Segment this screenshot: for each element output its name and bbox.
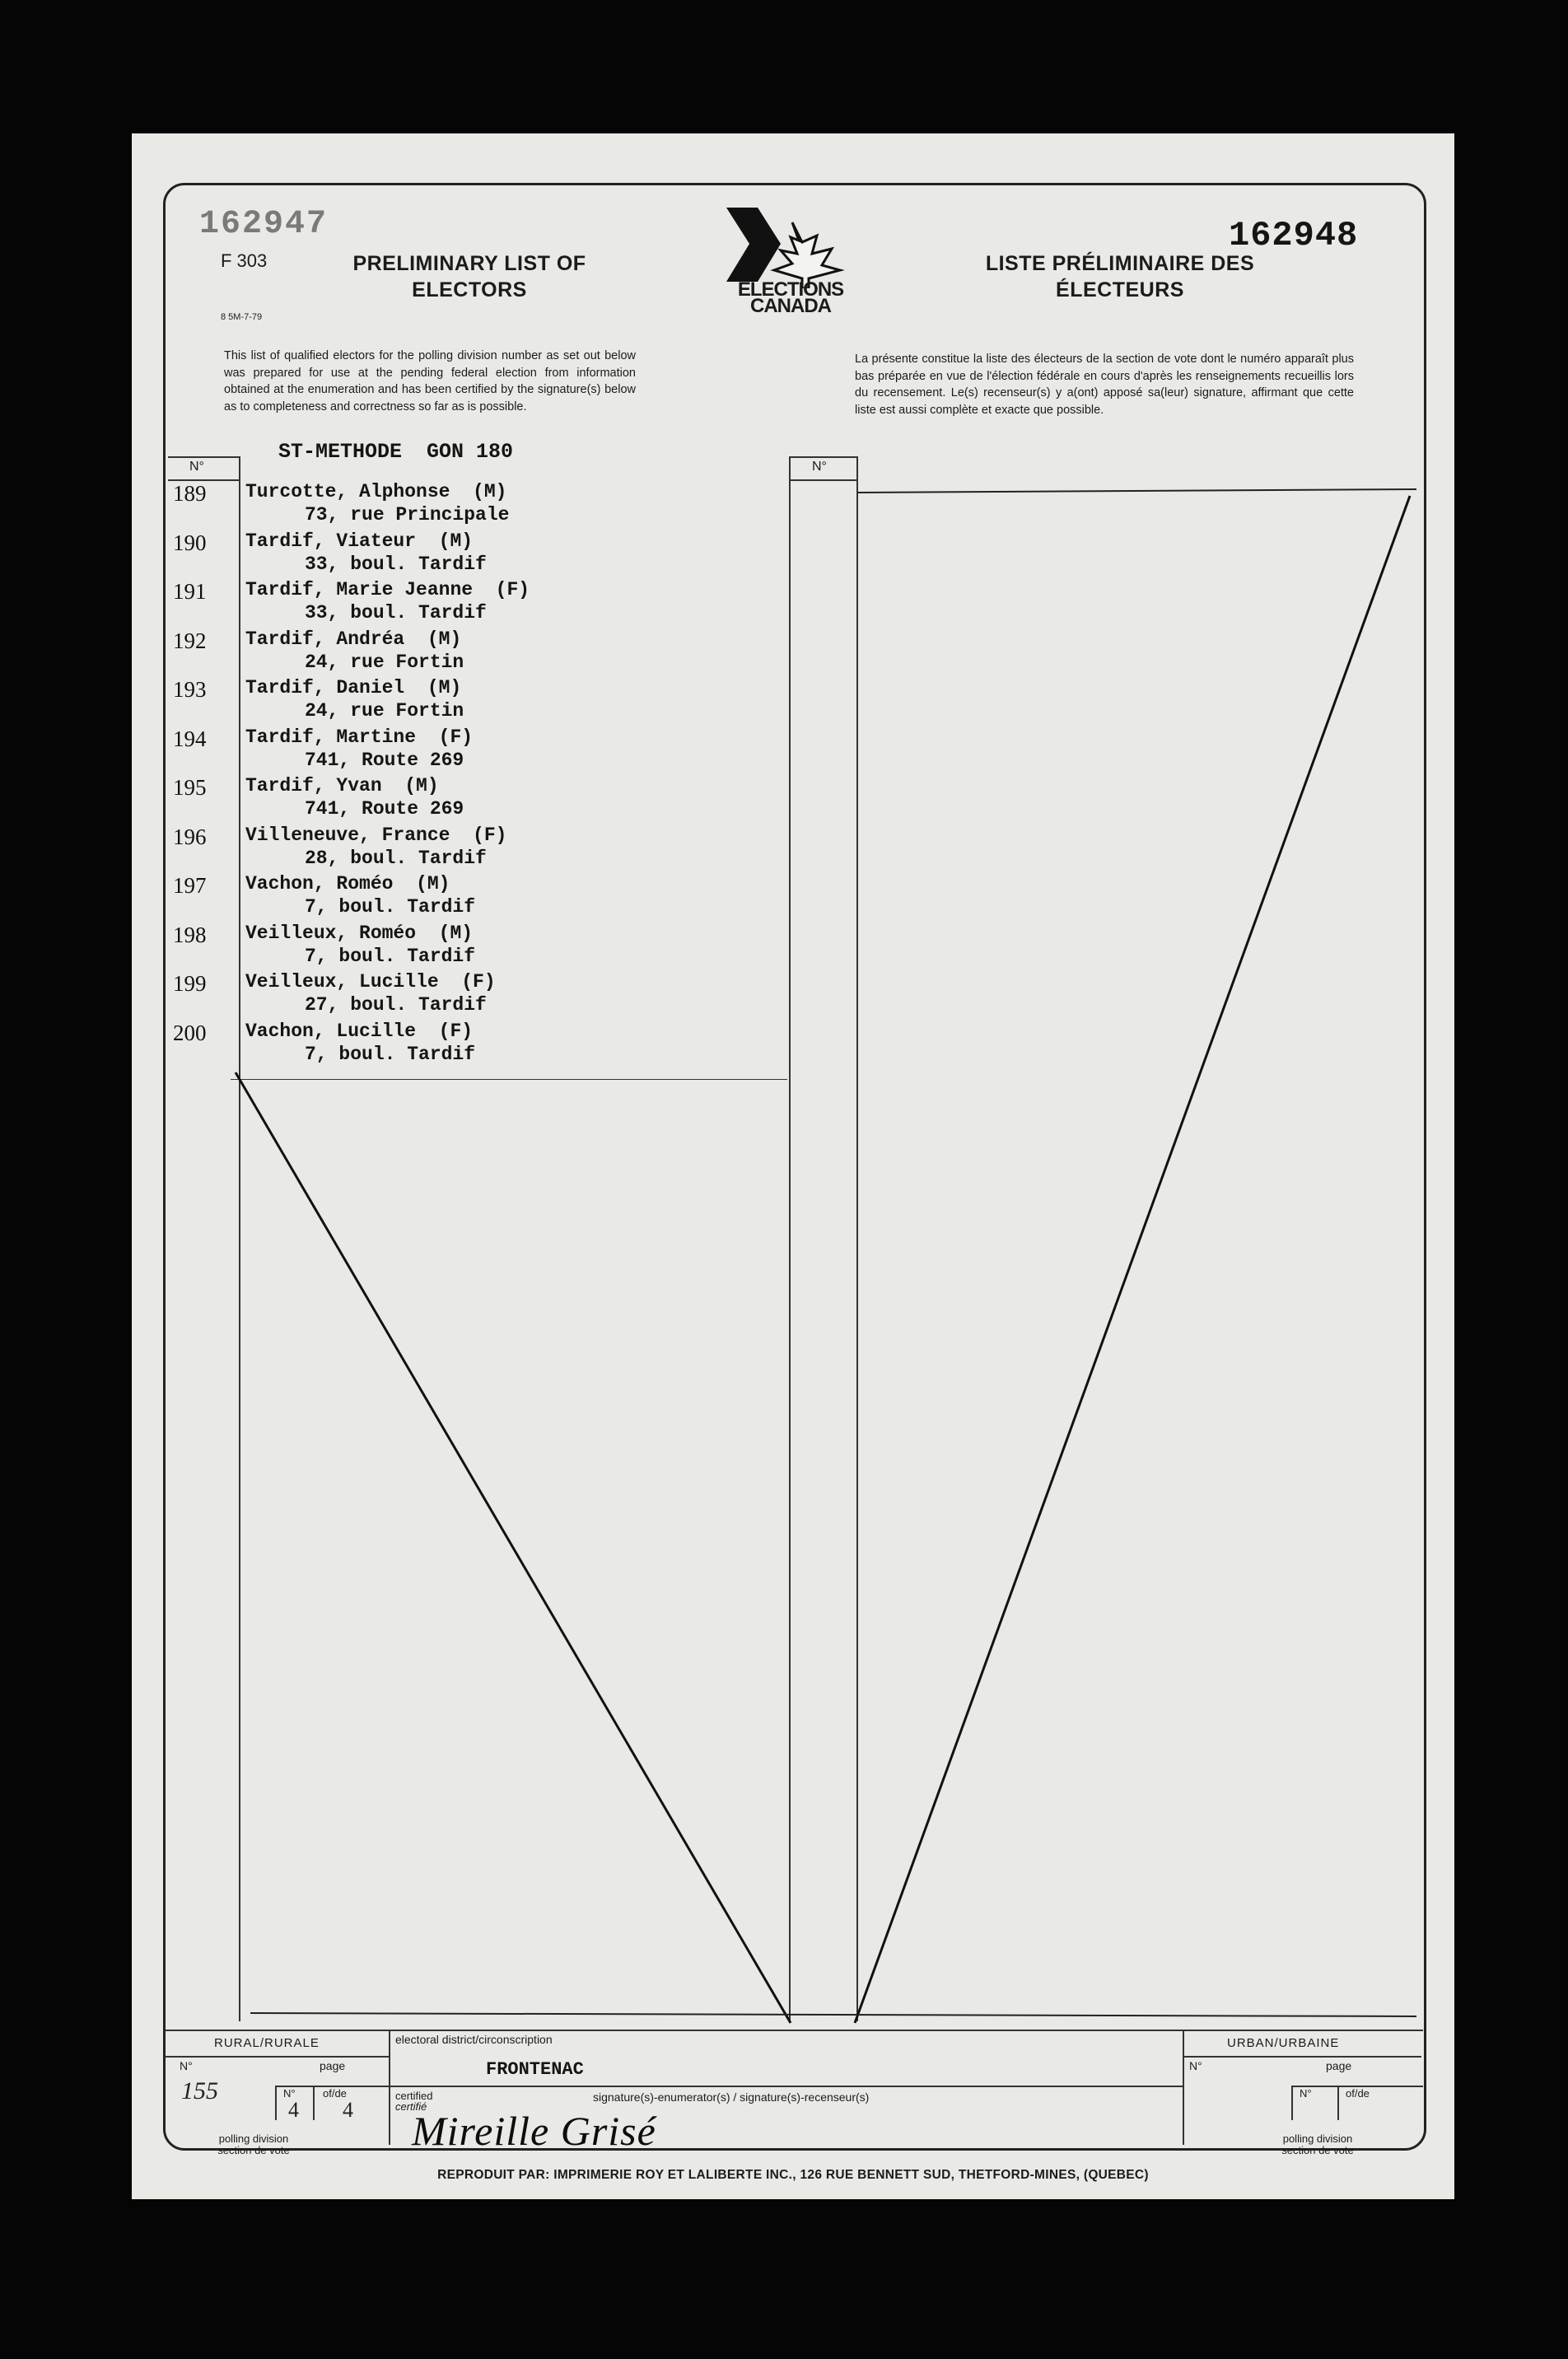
elector-address: 24, rue Fortin <box>305 700 464 722</box>
cancel-line-right <box>855 496 1410 2023</box>
footer-divider-right <box>1183 2030 1184 2145</box>
polling-division-label <box>171 2133 336 2156</box>
title-english-line-1: PRELIMINARY LIST OF <box>352 252 586 275</box>
elector-number: 196 <box>173 824 207 849</box>
intro-text-english: This list of qualified electors for the polling division number as set out below was prepared for use at the pending federal election from information obtained at the enumeration and has been certified by the signature(s) below as to completeness and correctness so far as is possible. <box>224 349 636 413</box>
title-french-line-2: ÉLECTEURS <box>1056 278 1184 301</box>
elector-number: 199 <box>173 971 207 996</box>
elector-name: Tardif, Yvan (M) <box>245 775 439 796</box>
column-header-no-right: N° <box>812 460 827 474</box>
rural-page-label: page <box>320 2059 346 2072</box>
footer-divider-left <box>389 2030 390 2145</box>
elector-number: 195 <box>173 775 207 800</box>
certified-label-fr: certifié <box>395 2100 427 2113</box>
elector-address: 741, Route 269 <box>305 749 464 771</box>
elector-name: Veilleux, Roméo (M) <box>245 922 474 944</box>
elector-number: 191 <box>173 579 207 604</box>
elector-name: Veilleux, Lucille (F) <box>245 971 496 993</box>
printer-line: REPRODUIT PAR: IMPRIMERIE ROY ET LALIBERTE INC., 126 RUE BENNETT SUD, THETFORD-MINES, (QUEBEC) <box>437 2168 1149 2182</box>
urban-page-box-divider <box>1337 2086 1339 2120</box>
cancel-line-left <box>236 1072 791 2023</box>
urban-no-label: N° <box>1189 2059 1202 2072</box>
elector-address: 33, boul. Tardif <box>305 553 487 575</box>
urban-label: URBAN/URBAINE <box>1227 2036 1340 2050</box>
stamp-number-top: 162947 <box>199 206 329 243</box>
title-french-line-1: LISTE PRÉLIMINAIRE DES <box>985 252 1255 275</box>
elector-address: 73, rue Principale <box>305 504 510 526</box>
elector-number: 190 <box>173 530 207 555</box>
urban-polling-division-label-en: polling division <box>1282 2132 1353 2145</box>
electoral-district-value: FRONTENAC <box>486 2059 584 2080</box>
rural-label: RURAL/RURALE <box>214 2036 320 2050</box>
serial-number: 162948 <box>1229 216 1359 255</box>
cancel-top-rule-right <box>858 489 1416 493</box>
rural-header-rule <box>165 2056 389 2058</box>
electoral-list-sheet <box>132 133 1454 2199</box>
urban-polling-division-label-fr: section de vote <box>1281 2144 1354 2156</box>
elector-name: Tardif, Marie Jeanne (F) <box>245 579 530 600</box>
elector-address: 7, boul. Tardif <box>305 945 476 967</box>
elector-number: 200 <box>173 1020 207 1045</box>
certified-label-en: certified <box>395 2090 433 2102</box>
polling-division-label-en: polling division <box>218 2132 289 2145</box>
logo-text-line-1: ELECTIONS <box>737 278 844 301</box>
elector-address: 24, rue Fortin <box>305 651 464 673</box>
intro-text-french: La présente constitue la liste des électeurs de la section de vote dont le numéro apparaît plus bas préparée en vue de l'élection fédérale en cours d'après les renseignements recueillis lors du recensement. Le(s) recenseur(s) y a(ont) apposé sa(leur) signature, affirmant que cette liste est aussi complète et exacte que possible. <box>855 353 1354 417</box>
rural-no-label: N° <box>180 2059 193 2072</box>
urban-page-label: page <box>1326 2059 1352 2072</box>
elector-number: 189 <box>173 481 207 506</box>
enumerator-signature: Mireille Grisé <box>412 2108 656 2154</box>
section-heading: ST-METHODE GON 180 <box>278 440 514 464</box>
elector-number: 198 <box>173 922 207 947</box>
elector-address: 27, boul. Tardif <box>305 994 487 1016</box>
urban-polling-division-label <box>1219 2133 1416 2156</box>
electoral-district-label: electoral district/circonscription <box>395 2033 553 2046</box>
elector-name: Villeneuve, France (F) <box>245 824 507 846</box>
elector-number: 197 <box>173 873 207 898</box>
cancellation-strokes <box>132 133 1454 2199</box>
title-english-line-2: ELECTORS <box>412 278 527 301</box>
elector-name: Turcotte, Alphonse (M) <box>245 481 507 502</box>
form-code: F 303 <box>221 250 268 271</box>
urban-page-of-label: of/de <box>1346 2087 1370 2100</box>
elector-number: 192 <box>173 628 207 653</box>
footer-top-rule <box>165 2030 1423 2031</box>
elector-name: Tardif, Andréa (M) <box>245 628 462 650</box>
rural-page-box-divider <box>313 2086 315 2120</box>
page-number: 4 <box>288 2098 299 2122</box>
polling-division-label-fr: section de vote <box>217 2144 290 2156</box>
rural-page-no-label: N° <box>283 2087 296 2100</box>
signature-label: signature(s)-enumerator(s) / signature(s)-recenseur(s) <box>593 2090 870 2104</box>
logo-text-line-2: CANADA <box>750 295 831 317</box>
elector-name: Tardif, Martine (F) <box>245 726 474 748</box>
elector-address: 33, boul. Tardif <box>305 602 487 624</box>
page-total: 4 <box>343 2098 353 2122</box>
column-header-no-left: N° <box>189 460 204 474</box>
polling-division-value: 155 <box>181 2077 218 2104</box>
elector-number: 194 <box>173 726 207 751</box>
rural-page-of-label: of/de <box>323 2087 347 2100</box>
urban-page-no-label: N° <box>1300 2087 1312 2100</box>
elector-address: 7, boul. Tardif <box>305 1043 476 1065</box>
elector-name: Vachon, Roméo (M) <box>245 873 450 895</box>
elector-name: Vachon, Lucille (F) <box>245 1020 474 1042</box>
elector-name: Tardif, Daniel (M) <box>245 677 462 698</box>
print-code: 8 5M-7-79 <box>221 312 263 322</box>
elector-address: 28, boul. Tardif <box>305 847 487 869</box>
elector-address: 7, boul. Tardif <box>305 896 476 918</box>
elector-name: Tardif, Viateur (M) <box>245 530 474 552</box>
cancel-bottom-rule <box>250 2013 1416 2016</box>
district-rule <box>389 2086 1183 2087</box>
elector-address: 741, Route 269 <box>305 798 464 820</box>
urban-header-rule <box>1183 2056 1421 2058</box>
elector-number: 193 <box>173 677 207 702</box>
